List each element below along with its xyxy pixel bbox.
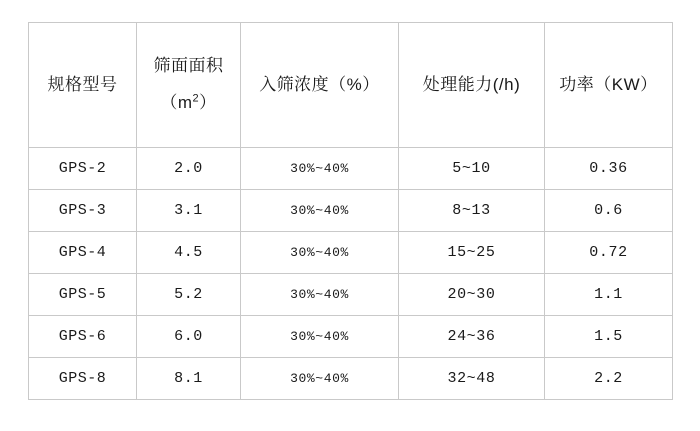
cell-power: 0.6: [545, 190, 673, 232]
cell-feed-concentration: 30%~40%: [241, 316, 399, 358]
cell-capacity: 24~36: [399, 316, 545, 358]
cell-power: 1.5: [545, 316, 673, 358]
cell-feed-concentration: 30%~40%: [241, 190, 399, 232]
cell-model: GPS-6: [29, 316, 137, 358]
cell-feed-concentration: 30%~40%: [241, 232, 399, 274]
table-row: [29, 316, 673, 358]
table-row: [29, 274, 673, 316]
specification-table: [28, 22, 673, 400]
cell-screen-area: 2.0: [137, 148, 241, 190]
cell-screen-area: 3.1: [137, 190, 241, 232]
header-cell-capacity: 处理能力(/h): [399, 23, 545, 148]
cell-capacity: 8~13: [399, 190, 545, 232]
cell-power: 1.1: [545, 274, 673, 316]
table-row: [29, 358, 673, 400]
cell-screen-area: 6.0: [137, 316, 241, 358]
table-header: [29, 23, 673, 148]
cell-capacity: 5~10: [399, 148, 545, 190]
header-screen-area-superscript: 2: [192, 92, 200, 105]
header-cell-feed-concentration: 入筛浓度（%）: [241, 23, 399, 148]
cell-power: 0.36: [545, 148, 673, 190]
header-screen-area-line2: [139, 92, 238, 115]
table-row: [29, 190, 673, 232]
cell-capacity: 15~25: [399, 232, 545, 274]
cell-feed-concentration: 30%~40%: [241, 358, 399, 400]
cell-power: 2.2: [545, 358, 673, 400]
header-cell-screen-area: [137, 23, 241, 148]
cell-screen-area: 8.1: [137, 358, 241, 400]
cell-feed-concentration: 30%~40%: [241, 274, 399, 316]
cell-screen-area: 4.5: [137, 232, 241, 274]
header-screen-area-unit-suffix: ）: [199, 93, 217, 112]
header-cell-power: 功率（KW）: [545, 23, 673, 148]
cell-model: GPS-8: [29, 358, 137, 400]
header-row: [29, 23, 673, 148]
header-cell-model: 规格型号: [29, 23, 137, 148]
cell-model: GPS-3: [29, 190, 137, 232]
header-screen-area-unit-prefix: （m: [160, 93, 193, 112]
cell-feed-concentration: 30%~40%: [241, 148, 399, 190]
table-row: [29, 232, 673, 274]
cell-capacity: 32~48: [399, 358, 545, 400]
cell-capacity: 20~30: [399, 274, 545, 316]
cell-model: GPS-2: [29, 148, 137, 190]
table-body: [29, 148, 673, 400]
cell-power: 0.72: [545, 232, 673, 274]
header-screen-area-line1: 筛面面积: [153, 56, 224, 76]
table-row: [29, 148, 673, 190]
cell-model: GPS-5: [29, 274, 137, 316]
cell-screen-area: 5.2: [137, 274, 241, 316]
cell-model: GPS-4: [29, 232, 137, 274]
